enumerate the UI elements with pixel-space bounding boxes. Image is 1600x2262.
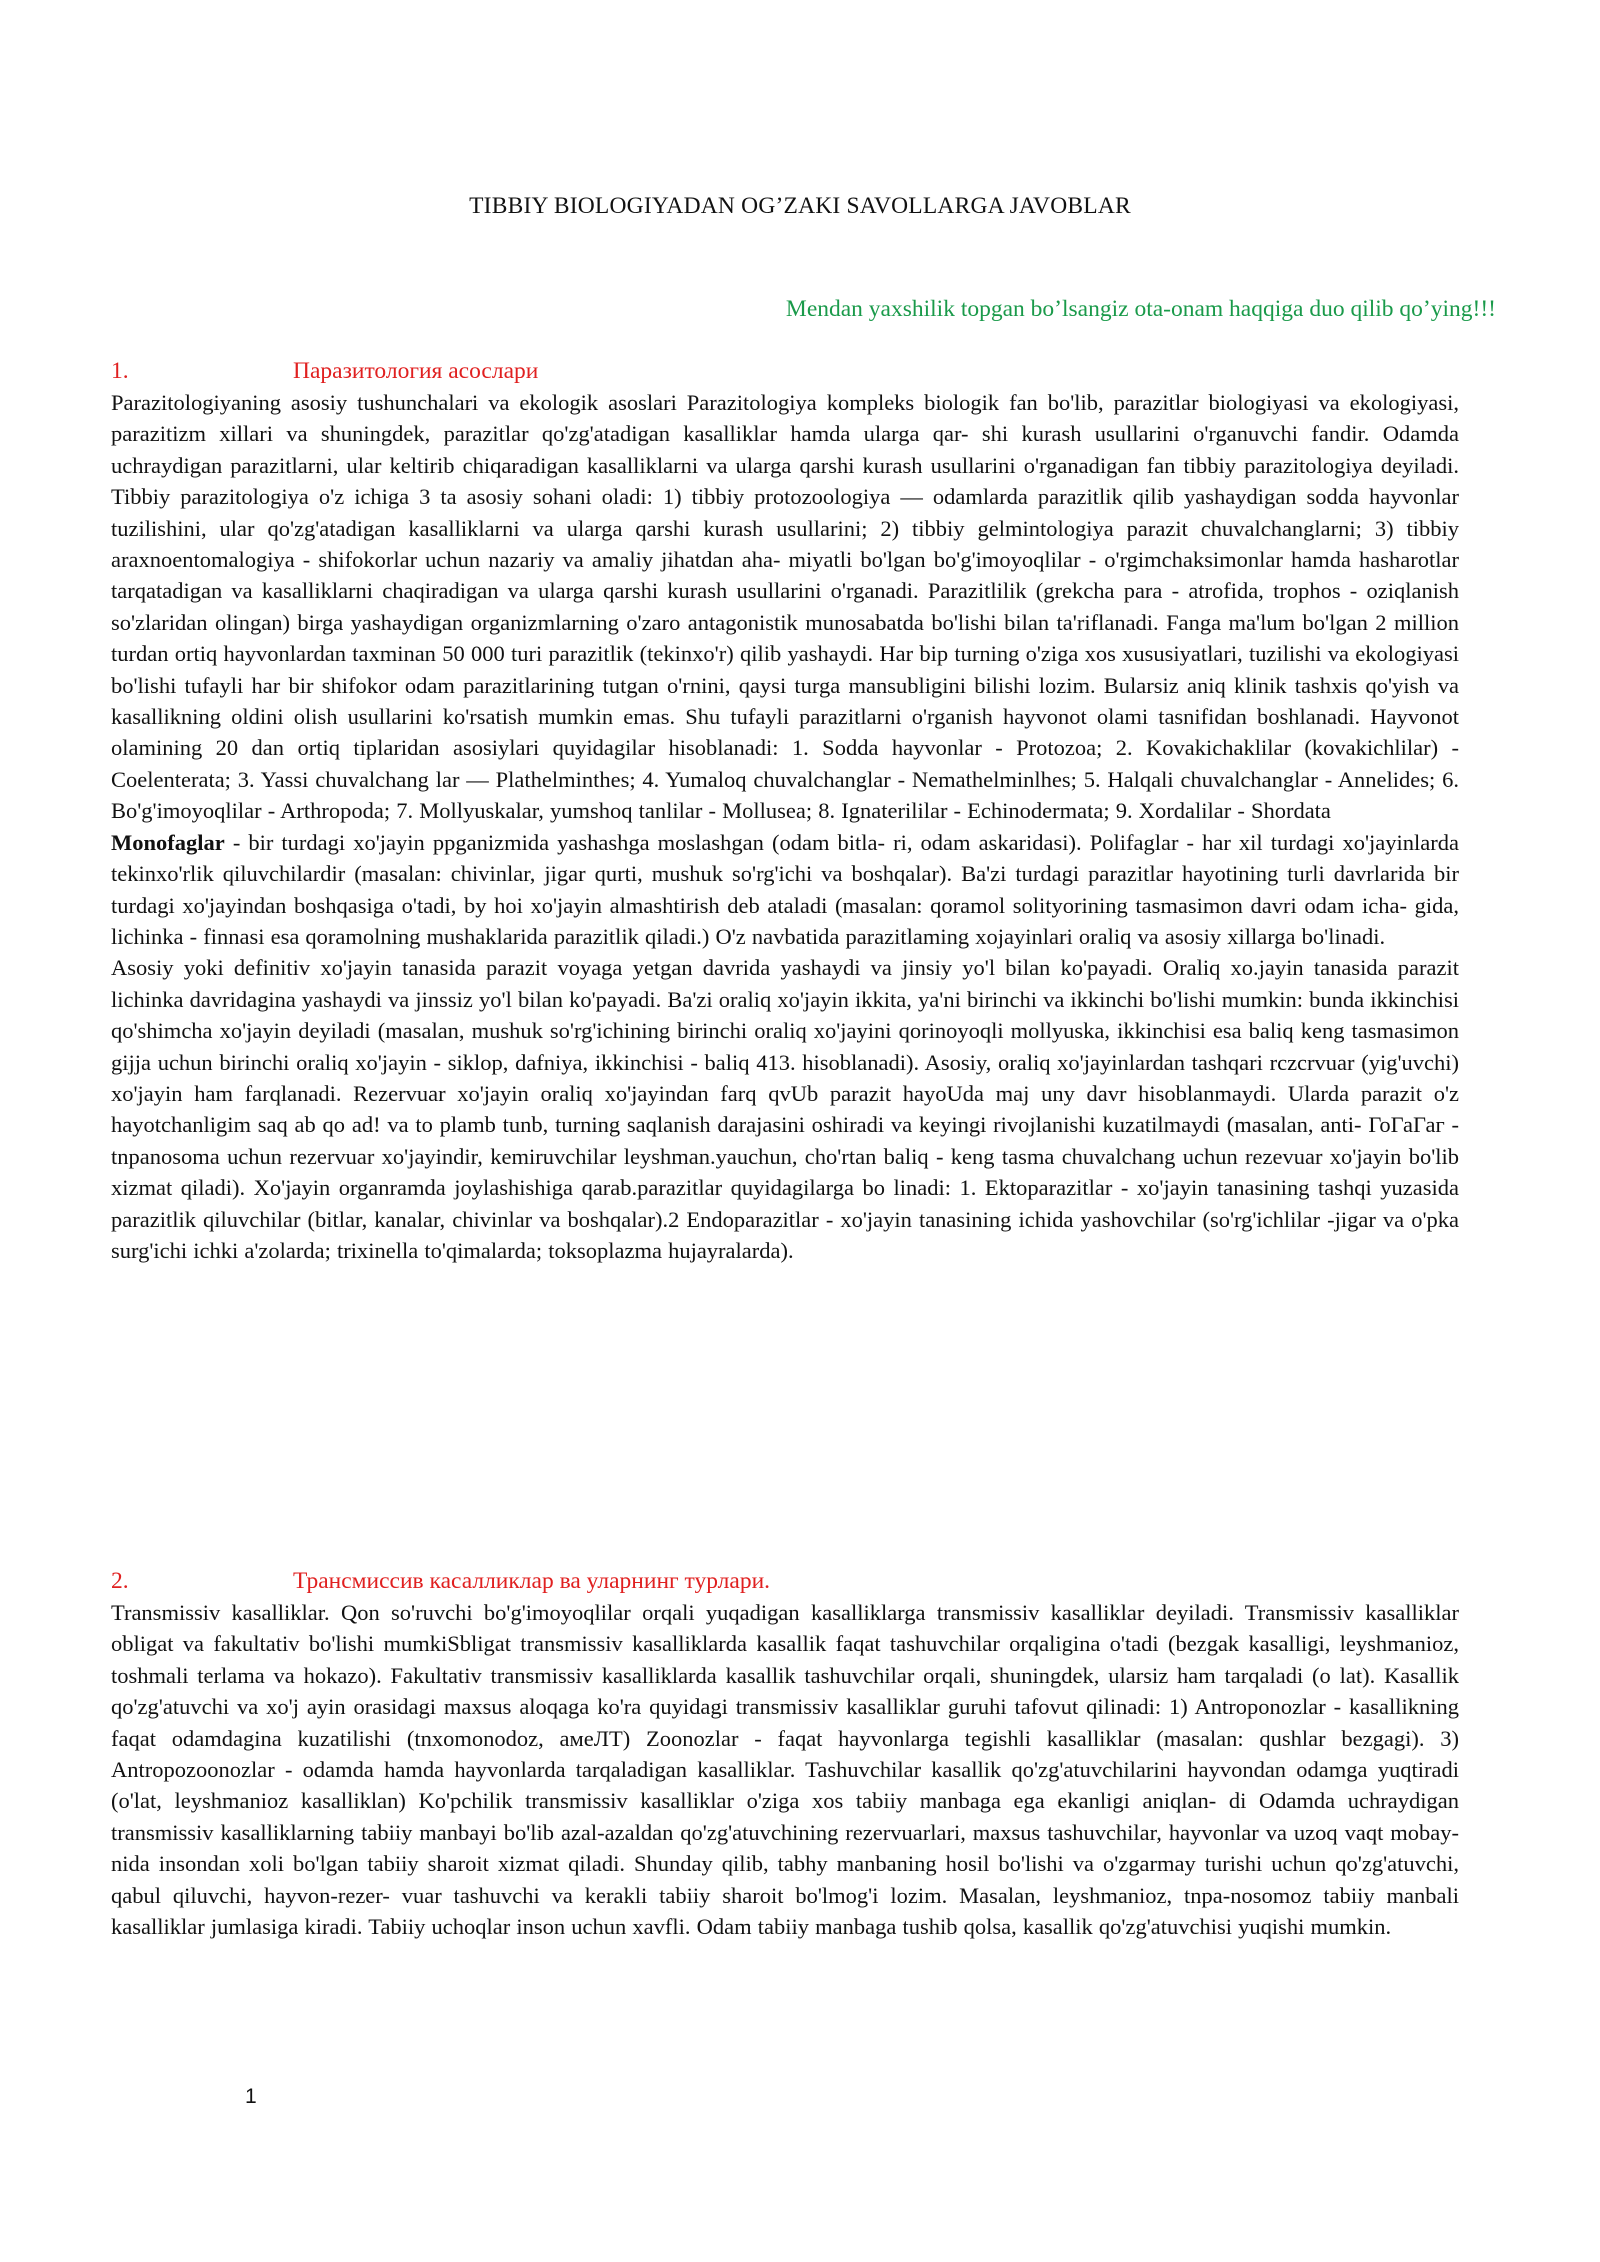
paragraph-text: - bir turdagi xo'jayin ppganizmida yashashga moslashgan (odam bitla- ri, odam askaridasi). Polifaglar - har xil turdagi xo'jayinlarda tekinxo'rlik qiluvchilardir (masalan: chivinlar, jigar qurti, mushuk so'rg'ichi va boshqalar). Ba'zi turdagi parazitlar hayotining turli davrlarida bir turdagi xo'jayindan boshqasiga o'tadi, by hoi xo'jayin almashtirish deb ataladi (masalan: qoramol solityorining tasmasimon davri odam icha- gida, lichinka - finnasi esa qoramolning mushaklarida parazitlik qiladi.) O'z navbatida parazitlaming xojayinlari oraliq va asosiy xillarga bo'linadi. (111, 829, 1460, 949)
dua-request-line: Mendan yaxshilik topgan bo’lsangiz ota-onam haqqiga duo qilib qo’ying!!! (785, 296, 1496, 322)
section-number: 1. (111, 358, 129, 384)
section-heading (111, 1565, 1459, 1597)
document-title: TIBBIY BIOLOGIYADAN OG’ZAKI SAVOLLARGA JAVOBLAR (469, 193, 1131, 219)
section-heading-text: Трансмиссив касалликлар ва уларнинг турлари. (293, 1568, 771, 1594)
section-parasitology (111, 355, 1459, 1266)
paragraph: Transmissiv kasalliklar. Qon so'ruvchi bo'g'imoyoqlilar orqali yuqadigan kasalliklarga transmissiv kasalliklar deyiladi. Transmissiv kasalliklar obligat va fakultativ bo'lishi mumkiSbligat transmissiv kasalliklarda kasallik faqat tashuvchilar orqaligina o'tadi (bezgak kasalligi, leyshmanioz, toshmali terlama va hokazo). Fakultativ transmissiv kasalliklarda kasallik tashuvchilar orqali, shuningdek, ularsiz ham tarqaladi (o lat). Kasallik qo'zg'atuvchi va xo'j ayin orasidagi maxsus aloqaga ko'ra quyidagi transmissiv kasalliklar guruhi tafovut qilinadi: 1) Antroponozlar - kasallikning faqat odamdagina kuzatilishi (tnxomonodoz, амеЛТ) Zoonozlar - faqat hayvonlarga tegishli kasalliklar (masalan: qushlar bezgagi). 3) Antropozoonozlar - odamda hamda hayvonlarda tarqaladigan kasalliklar. Tashuvchilar kasallik qo'zg'atuvchilarini hayvondan odamga yuqtiradi (o'lat, leyshmanioz kasalliklan) Ko'pchilik transmissiv kasalliklar o'ziga xos tabiiy manbaga ega ekanligi aniqlan- di Odamda uchraydigan transmissiv kasalliklarning tabiiy manbayi bo'lib azal-azaldan qo'zg'atuvchining rezervuarlari, maxsus tashuvchilar, hayvonlar va uzoq vaqt mobay- nida insondan xoli bo'lgan tabiiy sharoit xizmat qiladi. Shunday qilib, tabhy manbaning hosil bo'lishi va o'zgarmay turishi uchun qo'zg'atuvchi, qabul qiluvchi, hayvon-rezer- vuar tashuvchi va kerakli tabiiy sharoit bo'lmog'i lozim. Masalan, leyshmanioz, tnpa-nosomoz tabiiy manbali kasalliklar jumlasiga kiradi. Tabiiy uchoqlar inson uchun xavfli. Odam tabiiy manbaga tushib qolsa, kasallik qo'zg'atuvchisi yuqishi mumkin. (111, 1600, 1459, 1940)
section-heading (111, 355, 1459, 387)
bold-term: Monofaglar (111, 829, 225, 855)
section-heading-text: Паразитология асослари (293, 358, 539, 384)
page-number: 1 (245, 2085, 257, 2108)
section-transmissive-diseases (111, 1565, 1459, 1942)
paragraph: Parazitologiyaning asosiy tushunchalari va ekologik asoslari Parazitologiya kompleks biologik fan bo'lib, parazitlar biologiyasi va ekologiyasi, parazitizm xillari va shuningdek, parazitlar qo'zg'atadigan kasalliklar hamda ularga qar- shi kurash usullarini o'rganuvchi fandir. Odamda uchraydigan parazitlarni, ular keltirib chiqaradigan kasalliklarni va ularga qarshi kurash usullarini o'rganadigan fan tibbiy parazitologiya deyiladi. Tibbiy parazitologiya o'z ichiga 3 ta asosiy sohani oladi: 1) tibbiy protozoologiya — odamlarda parazitlik qilib yashaydigan sodda hayvonlar tuzilishini, ular qo'zg'atadigan kasalliklarni va ularga qarshi kurash usullarini; 2) tibbiy gelmintologiya parazit chuvalchanglarni; 3) tibbiy araxnoentomalogiya - shifokorlar uchun nazariy va amaliy jihatdan aha- miyatli bo'lgan bo'g'imoyoqlilar - o'rgimchaksimonlar hamda hasharotlar tarqatadigan va kasalliklarni chaqiradigan va ularga qarshi kurash usullarini o'rganadi. Parazitlilik (grekcha para - atrofida, trophos - oziqlanish so'zlaridan olingan) birga yashaydigan organizmlarning o'zaro antagonistik munosabatda bo'lishi bilan ta'riflanadi. Fanga ma'lum bo'lgan 2 million turdan ortiq hayvonlardan taxminan 50 000 turi parazitlik (tekinxo'r) qilib yashaydi. Har bip turning o'ziga xos xususiyatlari, tuzilishi va ekologiyasi bo'lishi tufayli har bir shifokor odam parazitlarining tutgan o'rnini, qaysi turga mansubligini bilishi lozim. Bularsiz aniq klinik tashxis qo'yish va kasallikning oldini olish usullarini ko'rsatish mumkin emas. Shu tufayli parazitlarni o'rganish hayvonot olami tasnifidan boshlanadi. Hayvonot olamining 20 dan ortiq tiplaridan asosiylari quyidagilar hisoblanadi: 1. Sodda hayvonlar - Protozoa; 2. Kovakichaklilar (kovakichlilar) - Coelenterata; 3. Yassi chuvalchang lar — Plathelminthes; 4. Yumaloq chuvalchanglar - Nemathelminlhes; 5. Halqali chuvalchanglar - Annelides; 6. Bo'g'imoyoqlilar - Arthropoda; 7. Mollyuskalar, yumshoq tanlilar - Mollusea; 8. Ignaterililar - Echinodermata; 9. Xordalilar - Shordata (111, 390, 1459, 824)
paragraph: Asosiy yoki definitiv xo'jayin tanasida parazit voyaga yetgan davrida yashaydi va jinsiy yo'l bilan ko'payadi. Oraliq xo.jayin tanasida parazit lichinka davridagina yashaydi va jinssiz yo'l bilan ko'payadi. Ba'zi oraliq xo'jayin ikkita, ya'ni birinchi va ikkinchi bo'lishi mumkin: bunda ikkinchisi qo'shimcha xo'jayin deyiladi (masalan, mushuk so'rg'ichining birinchi oraliq xo'jayini qorinoyoqli mollyuska, ikkinchisi esa baliq keng tasmasimon gijja uchun birinchi oraliq xo'jayin - siklop, dafniya, ikkinchisi - baliq 413. hisoblanadi). Asosiy, oraliq xo'jayinlardan tashqari rczcrvuar (yig'uvchi) xo'jayin ham farqlanadi. Rezervuar xo'jayin oraliq xo'jayindan farq qvUb parazit hayoUda maj uny davr hisoblanmaydi. Ularda parazit o'z hayotchanligim saq ab qo ad! va to plamb tunb, turning saqlanish darajasini oshiradi va keyingi rivojlanishi kuzatilmaydi (masalan, anti- ГоГаГаг - tnpanosoma uchun rezervuar xo'jayindir, kemiruvchilar leyshman.yauchun, cho'rtan baliq - keng tasma chuvalchang uchun rezevuar xo'jayin bo'lib xizmat qiladi). Xo'jayin organramda joylashishiga qarab.parazitlar quyidagilarga bo linadi: 1. Ektoparazitlar - xo'jayin tanasining tashqi yuzasida parazitlik qiluvchilar (bitlar, kanalar, chivinlar va boshqalar).2 Endoparazitlar - xo'jayin tanasining ichida yashovchilar (so'rg'ichlilar -jigar va o'pka surg'ichi ichki a'zolarda; trixinella to'qimalarda; toksoplazma hujayralarda). (111, 955, 1459, 1263)
paragraph (111, 827, 1459, 953)
section-number: 2. (111, 1568, 129, 1594)
